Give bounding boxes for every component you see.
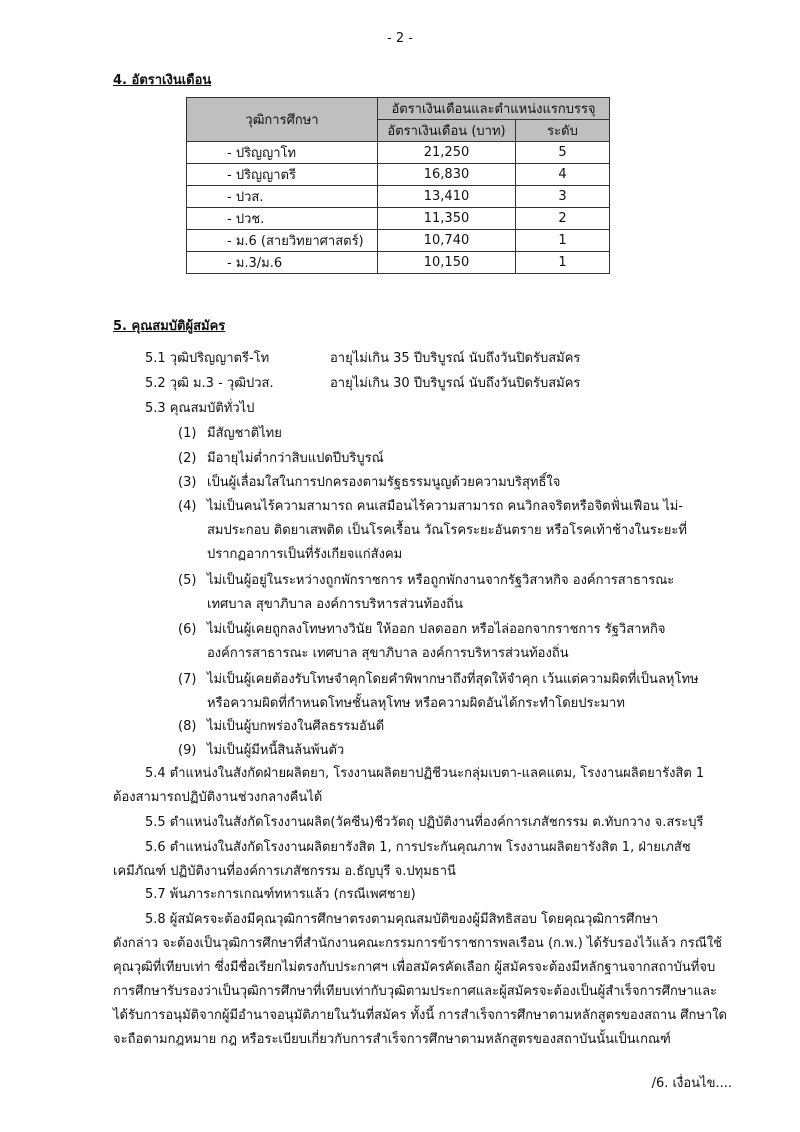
item-5-8-line: คุณวุฒิที่เทียบเท่า ซึ่งมีชื่อเรียกไม่ตรงกับประกาศฯ เพื่อสมัครคัดเลือก ผู้สมัครจะต้องมีหลักฐานจากสถาบันที่จบ	[113, 960, 716, 975]
general-item-number: (8)	[178, 719, 197, 734]
level-cell: 4	[516, 164, 610, 186]
qualification-cell: - ม.3/ม.6	[187, 252, 378, 274]
level-cell: 2	[516, 208, 610, 230]
item-5-4-line2: ต้องสามารถปฏิบัติงานช่วงกลางคืนได้	[113, 790, 323, 805]
general-item-number: (2)	[178, 451, 197, 466]
item-5-5: 5.5 ตำแหน่งในสังกัดโรงงานผลิต(วัคซีน)ชีววัตถุ ปฏิบัติงานที่องค์การเภสัชกรรม ต.ทับกวาง จ.สระบุรี	[145, 815, 704, 830]
general-item-text: ไม่เป็นผู้บกพร่องในศีลธรรมอันดี	[207, 719, 385, 734]
salary-cell: 10,740	[378, 230, 516, 252]
item-5-2-text: อายุไม่เกิน 30 ปีบริบูรณ์ นับถึงวันปิดรับสมัคร	[330, 376, 581, 391]
general-item-text: ไม่เป็นผู้มีหนี้สินล้นพ้นตัว	[207, 743, 345, 758]
general-item-text: เป็นผู้เลื่อมใสในการปกครองตามรัฐธรรมนูญด้วยความบริสุทธิ์ใจ	[207, 475, 561, 490]
salary-row	[187, 164, 610, 186]
salary-row	[187, 142, 610, 164]
salary-cell: 16,830	[378, 164, 516, 186]
general-item-text: มีสัญชาติไทย	[207, 426, 282, 441]
general-item-text: เทศบาล สุขาภิบาล องค์การบริหารส่วนท้องถิ่น	[207, 597, 463, 612]
section-4-heading: 4. อัตราเงินเดือน	[113, 73, 212, 88]
salary-cell: 10,150	[378, 252, 516, 274]
general-item-text: ไม่เป็นคนไร้ความสามารถ คนเสมือนไร้ความสามารถ คนวิกลจริตหรือจิตฟั่นเฟือน ไม่-	[207, 499, 683, 514]
item-5-1-text: อายุไม่เกิน 35 ปีบริบูรณ์ นับถึงวันปิดรับสมัคร	[330, 351, 581, 366]
salary-row	[187, 186, 610, 208]
item-5-2-label: 5.2 วุฒิ ม.3 - วุฒิปวส.	[145, 376, 274, 391]
general-item-number: (7)	[178, 672, 197, 687]
general-item-text: ปรากฏอาการเป็นที่รังเกียจแก่สังคม	[207, 547, 403, 562]
salary-row	[187, 252, 610, 274]
level-cell: 5	[516, 142, 610, 164]
continuation-note: /6. เงื่อนไข....	[651, 1076, 732, 1091]
header-level: ระดับ	[516, 120, 610, 142]
qualification-cell: - ปวช.	[187, 208, 378, 230]
item-5-6-line1: 5.6 ตำแหน่งในสังกัดโรงงานผลิตยารังสิต 1, การประกันคุณภาพ โรงงานผลิตยารังสิต 1, ฝ่ายเภสัช	[145, 840, 691, 855]
general-item-text: ไม่เป็นผู้เคยต้องรับโทษจำคุกโดยคำพิพากษาถึงที่สุดให้จำคุก เว้นแต่ความผิดที่เป็นลหุโทษ	[207, 672, 699, 687]
salary-row	[187, 230, 610, 252]
header-qualification: วุฒิการศึกษา	[187, 98, 378, 142]
item-5-3: 5.3 คุณสมบัติทั่วไป	[145, 401, 255, 416]
general-item-number: (9)	[178, 743, 197, 758]
general-item-text: ไม่เป็นผู้อยู่ในระหว่างถูกพักราชการ หรือถูกพักงานจากรัฐวิสาหกิจ องค์การสาธารณะ	[207, 573, 675, 588]
general-item-number: (3)	[178, 475, 197, 490]
salary-cell: 13,410	[378, 186, 516, 208]
general-item-number: (4)	[178, 499, 197, 514]
header-salary-group: อัตราเงินเดือนและตำแหน่งแรกบรรจุ	[378, 98, 610, 120]
general-item-number: (6)	[178, 622, 197, 637]
page-number: - 2 -	[387, 31, 413, 46]
item-5-1-label: 5.1 วุฒิปริญญาตรี-โท	[145, 351, 270, 366]
qualification-cell: - ปวส.	[187, 186, 378, 208]
salary-table	[186, 97, 610, 274]
item-5-8-line: ดังกล่าว จะต้องเป็นวุฒิการศึกษาที่สำนักงานคณะกรรมการข้าราชการพลเรือน (ก.พ.) ได้รับรองไว้แล้ว กรณีใช้	[113, 936, 722, 951]
header-salary: อัตราเงินเดือน (บาท)	[378, 120, 516, 142]
qualification-cell: - ม.6 (สายวิทยาศาสตร์)	[187, 230, 378, 252]
section-5-heading: 5. คุณสมบัติผู้สมัคร	[113, 319, 226, 334]
level-cell: 1	[516, 230, 610, 252]
general-item-text: หรือความผิดที่กำหนดโทษชั้นลหุโทษ หรือความผิดอันได้กระทำโดยประมาท	[207, 696, 625, 711]
item-5-7: 5.7 พ้นภาระการเกณฑ์ทหารแล้ว (กรณีเพศชาย)	[145, 887, 416, 902]
salary-cell: 11,350	[378, 208, 516, 230]
item-5-8-line: ได้รับการอนุมัติจากผู้มีอำนาจอนุมัติภายในวันที่สมัคร ทั้งนี้ การสำเร็จการศึกษาตามหลักสูตรของสถาน ศึกษาใด	[113, 1008, 727, 1023]
salary-row	[187, 208, 610, 230]
item-5-6-line2: เคมีภัณฑ์ ปฏิบัติงานที่องค์การเภสัชกรรม อ.ธัญบุรี จ.ปทุมธานี	[113, 864, 456, 879]
general-item-number: (5)	[178, 573, 197, 588]
level-cell: 1	[516, 252, 610, 274]
qualification-cell: - ปริญญาตรี	[187, 164, 378, 186]
item-5-8-line: การศึกษารับรองว่าเป็นวุฒิการศึกษาที่เทียบเท่ากับวุฒิตามประกาศและผู้สมัครจะต้องเป็นผู้สำเร็จการศึกษาและ	[113, 984, 718, 999]
item-5-8-line: จะถือตามกฎหมาย กฎ หรือระเบียบเกี่ยวกับการสำเร็จการศึกษาตามหลักสูตรของสถาบันนั้นเป็นเกณฑ์	[113, 1032, 671, 1047]
general-item-text: ไม่เป็นผู้เคยถูกลงโทษทางวินัย ให้ออก ปลดออก หรือไล่ออกจากราชการ รัฐวิสาหกิจ	[207, 622, 666, 637]
salary-cell: 21,250	[378, 142, 516, 164]
item-5-4-line1: 5.4 ตำแหน่งในสังกัดฝ่ายผลิตยา, โรงงานผลิตยาปฏิชีวนะกลุ่มเบตา-แลคแตม, โรงงานผลิตยารังสิต 1	[145, 766, 705, 781]
general-item-text: มีอายุไม่ต่ำกว่าสิบแปดปีบริบูรณ์	[207, 451, 384, 466]
item-5-8-line: 5.8 ผู้สมัครจะต้องมีคุณวุฒิการศึกษาตรงตามคุณสมบัติของผู้มีสิทธิสอบ โดยคุณวุฒิการศึกษา	[145, 912, 659, 927]
level-cell: 3	[516, 186, 610, 208]
general-item-text: สมประกอบ ติดยาเสพติด เป็นโรคเรื้อน วัณโรคระยะอันตราย หรือโรคเท้าช้างในระยะที่	[207, 523, 687, 538]
qualification-cell: - ปริญญาโท	[187, 142, 378, 164]
general-item-number: (1)	[178, 426, 197, 441]
general-item-text: องค์การสาธารณะ เทศบาล สุขาภิบาล องค์การบริหารส่วนท้องถิ่น	[207, 646, 569, 661]
